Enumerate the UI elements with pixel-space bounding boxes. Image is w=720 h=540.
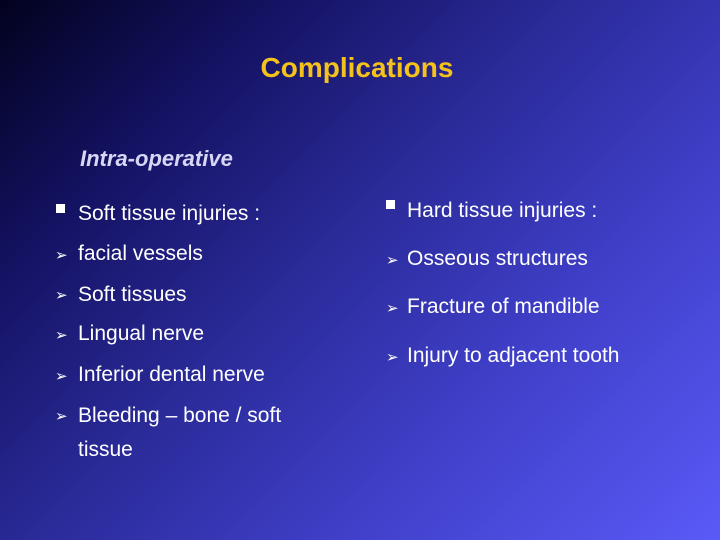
left-item-5: Bleeding – bone / soft [78, 404, 282, 427]
arrow-bullet-icon: ➢ [55, 408, 68, 425]
arrow-bullet-icon: ➢ [386, 349, 399, 366]
right-heading: Hard tissue injuries : [407, 199, 598, 222]
arrow-bullet-icon: ➢ [55, 247, 68, 264]
arrow-bullet-icon: ➢ [386, 300, 399, 317]
right-item-3: Injury to adjacent tooth [407, 344, 620, 367]
right-item-1: Osseous structures [407, 247, 588, 270]
right-item-2: Fracture of mandible [407, 295, 600, 318]
left-heading: Soft tissue injuries : [78, 202, 261, 225]
slide-subtitle: Intra-operative [80, 146, 233, 171]
slide-title: Complications [260, 52, 454, 83]
left-item-5-continued: tissue [78, 438, 133, 461]
arrow-bullet-icon: ➢ [55, 287, 68, 304]
left-item-1: facial vessels [78, 242, 203, 265]
left-item-4: Inferior dental nerve [78, 363, 265, 386]
arrow-bullet-icon: ➢ [386, 252, 399, 269]
left-item-2: Soft tissues [78, 283, 187, 306]
square-bullet-icon [56, 204, 65, 213]
arrow-bullet-icon: ➢ [55, 327, 68, 344]
arrow-bullet-icon: ➢ [55, 368, 68, 385]
left-item-3: Lingual nerve [78, 322, 205, 345]
square-bullet-icon [386, 200, 395, 209]
